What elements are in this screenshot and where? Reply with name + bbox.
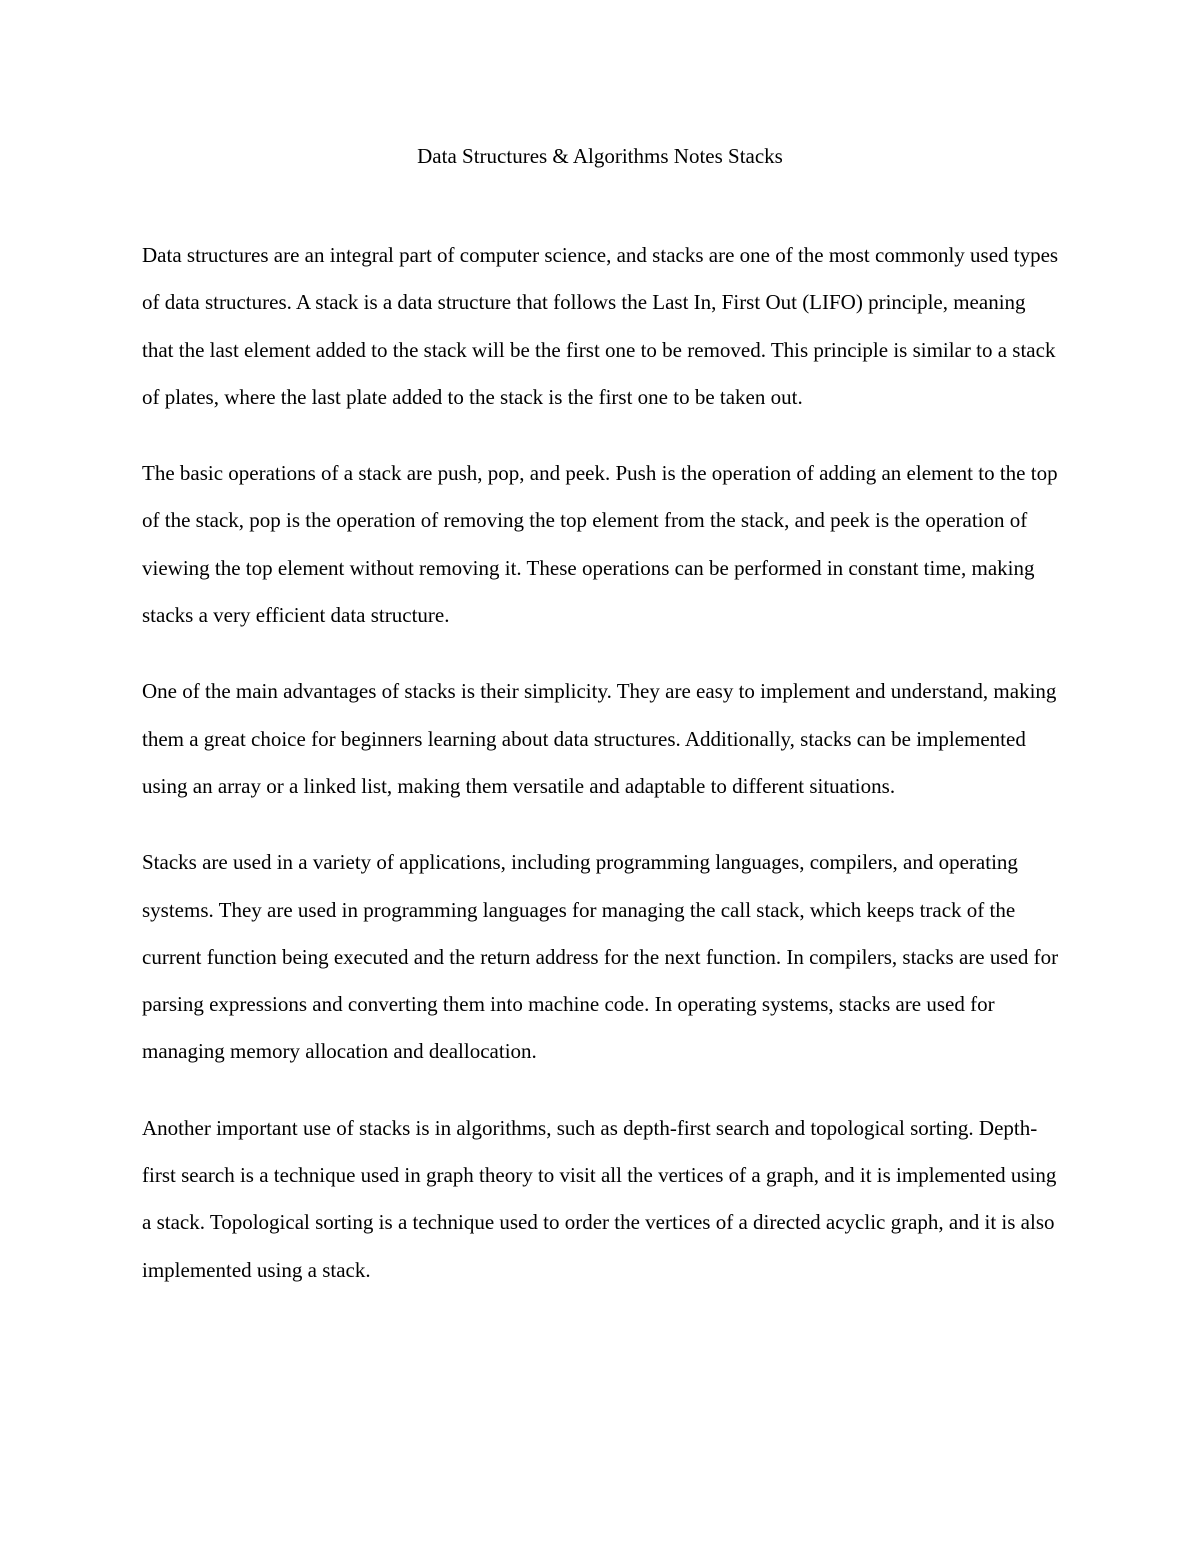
document-title: Data Structures & Algorithms Notes Stacks xyxy=(417,144,783,168)
paragraph-algorithms: Another important use of stacks is in algorithms, such as depth-first search and topological sorting. Depth-first search is a technique used in graph theory to visit all the vertices of a graph, and it is implemented using a stack. Topological sorting is a technique used to order the vertices of a directed acyclic graph, and it is also implemented using a stack. xyxy=(142,1115,1057,1282)
paragraph-operations: The basic operations of a stack are push, pop, and peek. Push is the operation of adding an element to the top of the stack, pop is the operation of removing the top element from the stack, and peek is the operation of viewing the top element without removing it. These operations can be performed in constant time, making stacks a very efficient data structure. xyxy=(142,461,1058,628)
paragraph-advantages: One of the main advantages of stacks is their simplicity. They are easy to implement and understand, making them a great choice for beginners learning about data structures. Additionally, stacks can be implemented using an array or a linked list, making them versatile and adaptable to different situations. xyxy=(142,679,1057,798)
document-body xyxy=(142,232,1062,1323)
paragraph-intro: Data structures are an integral part of computer science, and stacks are one of the most commonly used types of data structures. A stack is a data structure that follows the Last In, First Out (LIFO) principle, meaning that the last element added to the stack will be the first one to be removed. This principle is similar to a stack of plates, where the last plate added to the stack is the first one to be taken out. xyxy=(142,243,1059,409)
paragraph-applications: Stacks are used in a variety of applications, including programming languages, compilers, and operating systems. They are used in programming languages for managing the call stack, which keeps track of the current function being executed and the return address for the next function. In compilers, stacks are used for parsing expressions and converting them into machine code. In operating systems, stacks are used for managing memory allocation and deallocation. xyxy=(142,850,1059,1064)
